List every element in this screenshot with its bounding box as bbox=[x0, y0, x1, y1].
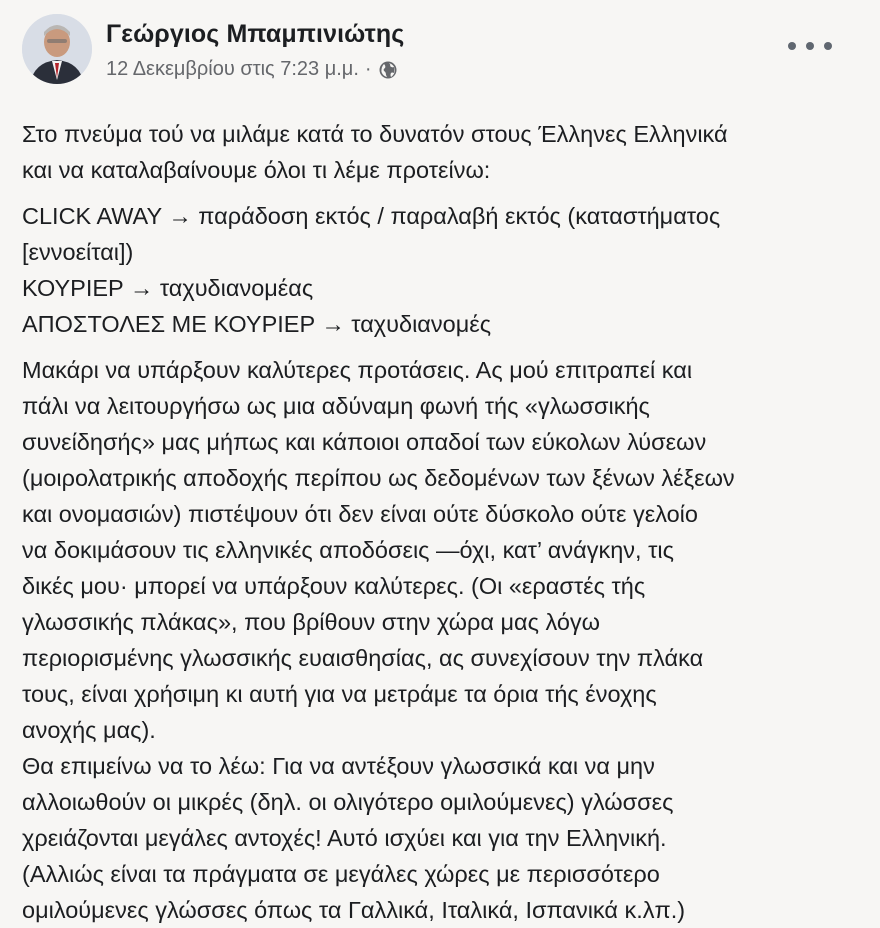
post-text-line: αλλοιωθούν οι μικρές (δηλ. οι ολιγότερο ομιλούμενες) γλώσσες bbox=[22, 789, 674, 815]
post-body bbox=[22, 116, 860, 928]
avatar-photo bbox=[22, 14, 92, 84]
post-paragraph bbox=[22, 116, 860, 188]
post-text-line: Θα επιμείνω να το λέω: Για να αντέξουν γλωσσικά και να μην bbox=[22, 753, 655, 779]
more-options-icon[interactable] bbox=[788, 36, 832, 56]
post-text-line: (μοιρολατρικής αποδοχής περίπου ως δεδομένων των ξένων λέξεων bbox=[22, 465, 735, 491]
post-text-line: και να καταλαβαίνουμε όλοι τι λέμε προτείνω: bbox=[22, 157, 491, 183]
post-text-line: ανοχής μας). bbox=[22, 717, 156, 743]
post-text-line: περιορισμένης γλωσσικής ευαισθησίας, ας συνεχίσουν την πλάκα bbox=[22, 645, 704, 671]
post-text-line: πάλι να λειτουργήσω ως μια αδύναμη φωνή τής «γλωσσικής bbox=[22, 393, 650, 419]
post-paragraph bbox=[22, 198, 860, 342]
post-text-line: τους, είναι χρήσιμη κι αυτή για να μετράμε τα όρια τής ένοχης bbox=[22, 681, 657, 707]
meta-separator: · bbox=[364, 58, 372, 80]
post-meta bbox=[106, 58, 398, 81]
post-text-line: συνείδησής» μας μήπως και κάποιοι οπαδοί των εύκολων λύσεων bbox=[22, 429, 707, 455]
post-text-line: Μακάρι να υπάρξουν καλύτερες προτάσεις. Ας μού επιτραπεί και bbox=[22, 357, 693, 383]
post-text-line: και ονομασιών) πιστέψουν ότι δεν είναι ούτε δύσκολο ούτε γελοίο bbox=[22, 501, 698, 527]
author-name[interactable]: Γεώργιος Μπαμπινιώτης bbox=[106, 20, 405, 48]
post-text-line: CLICK AWAY → παράδοση εκτός / παραλαβή εκτός (καταστήματος bbox=[22, 203, 721, 229]
post-text-line: Στο πνεύμα τού να μιλάμε κατά το δυνατόν στους Έλληνες Ελληνικά bbox=[22, 121, 728, 147]
post-header bbox=[22, 14, 860, 94]
globe-icon bbox=[378, 60, 398, 80]
post-text-line: γλωσσικής πλάκας», που βρίθουν στην χώρα μας λόγω bbox=[22, 609, 601, 635]
post-text-line: να δοκιμάσουν τις ελληνικές αποδόσεις —όχι, κατ’ ανάγκην, τις bbox=[22, 537, 674, 563]
post-text-line: (Αλλιώς είναι τα πράγματα σε μεγάλες χώρες με περισσότερο bbox=[22, 861, 660, 887]
post-text-line: [εννοείται]) bbox=[22, 239, 134, 265]
avatar[interactable] bbox=[22, 14, 92, 84]
post-text-line: ΑΠΟΣΤΟΛΕΣ ΜΕ ΚΟΥΡΙΕΡ → ταχυδιανομές bbox=[22, 311, 492, 337]
post-text-line: ΚΟΥΡΙΕΡ → ταχυδιανομέας bbox=[22, 275, 314, 301]
post-text-line: χρειάζονται μεγάλες αντοχές! Αυτό ισχύει και για την Ελληνική. bbox=[22, 825, 667, 851]
post-timestamp[interactable]: 12 Δεκεμβρίου στις 7:23 μ.μ. bbox=[106, 58, 359, 80]
post-paragraph bbox=[22, 352, 860, 928]
post-text-line: δικές μου· μπορεί να υπάρξουν καλύτερες. (Οι «εραστές τής bbox=[22, 573, 646, 599]
post-text-line: ομιλούμενες γλώσσες όπως τα Γαλλικά, Ιταλικά, Ισπανικά κ.λπ.) bbox=[22, 897, 686, 923]
